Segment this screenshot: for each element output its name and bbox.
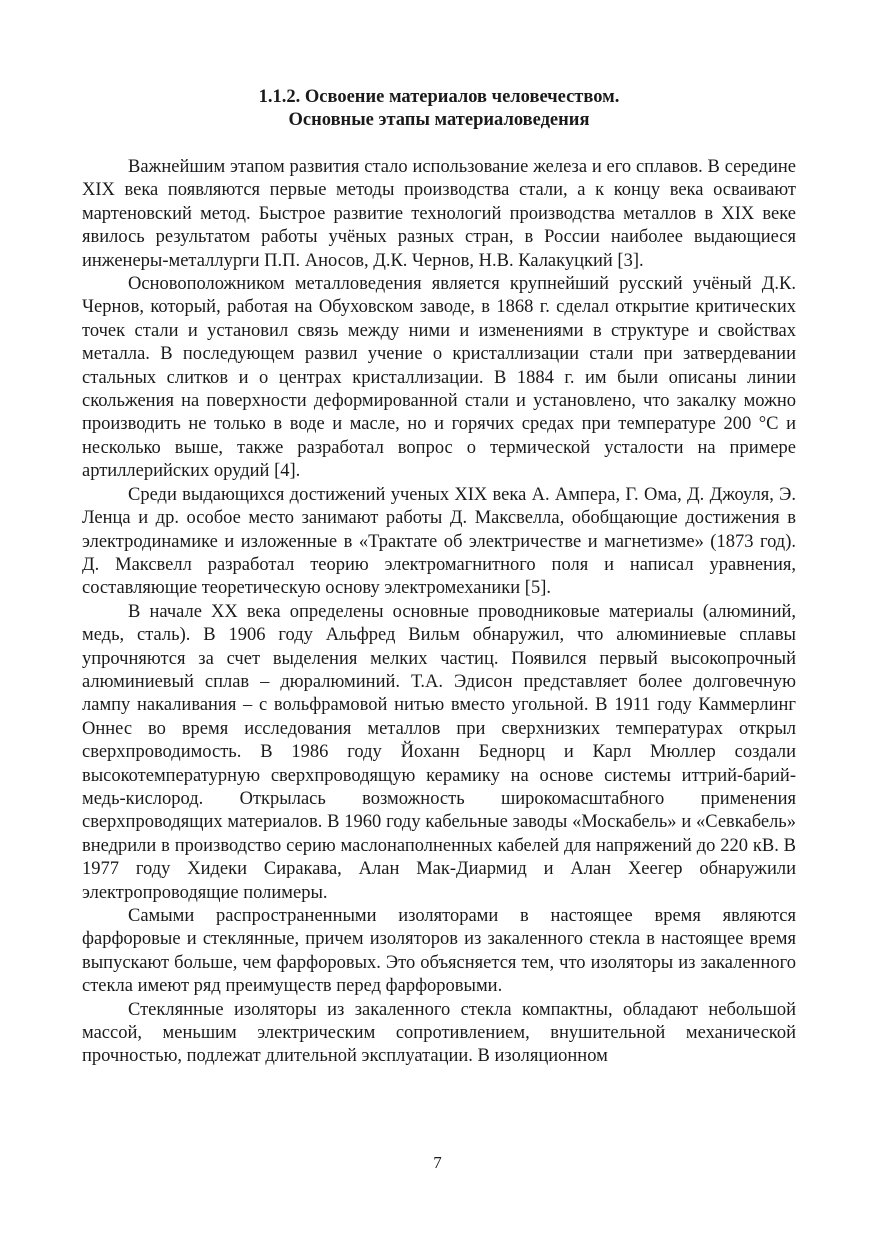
page-number: 7 [433,1153,442,1172]
section-title-line-2: Основные этапы материаловедения [288,110,590,130]
paragraph-chernov: Основоположником металловедения является крупнейший русский учёный Д.К. Чернов, который, работая на Обуховском заводе, в 1868 г. сделал открытие критических точек стали и установил связь между ними и изменениями в структуре и свойствах металла. В последующем развил учение о кристаллизации стали при затвердевании стальных слитков и о центрах кристаллизации. В 1884 г. им были описаны линии скольжения на поверхности деформированной стали и установлено, что закалку можно производить не только в воде и масле, но и горячих средах при температуре 200 °С и несколько выше, также разработал вопрос о термической усталости на примере артиллерийских орудий [4]. [82,274,796,482]
section-heading [82,86,796,132]
paragraph-conductors: В начале XX века определены основные проводниковые материалы (алюминий, медь, сталь). В 1906 году Альфред Вильм обнаружил, что алюминиевые сплавы упрочняются за счет выделения мелких частиц. Появился первый высокопрочный алюминиевый сплав – дюралюминий. Т.А. Эдисон представляет более долговечную лампу накаливания – с вольфрамовой нитью вместо угольной. В 1911 году Каммерлинг Оннес во время исследования металлов при сверхнизких температурах открыл сверхпроводимость. В 1986 году Йоханн Беднорц и Карл Мюллер создали высокотемпературную сверхпроводящую керамику на основе системы иттрий-барий-медь-кислород. Открылась возможность широкомасштабного применения сверхпроводящих материалов. В 1960 году кабельные заводы «Москабель» и «Севкабель» внедрили в производство серию маслонаполненных кабелей для напряжений до 220 кВ. В 1977 году Хидеки Сиракава, Алан Мак-Диармид и Алан Хеегер обнаружили электропроводящие полимеры. [82,601,796,903]
page-content [82,86,796,1069]
paragraph-glass-insulators: Стеклянные изоляторы из закаленного стекла компактны, обладают небольшой массой, меньшим электрическим сопротивлением, внушительной механической прочностью, подлежат длительной эксплуатации. В изоляционном [82,999,796,1067]
paragraph-maxwell: Среди выдающихся достижений ученых XIX века А. Ампера, Г. Ома, Д. Джоуля, Э. Ленца и др. особое место занимают работы Д. Максвелла, обобщающие достижения в электродинамике и изложенные в «Трактате об электричестве и магнетизме» (1873 год). Д. Максвелл разработал теорию электромагнитного поля и написал уравнения, составляющие теоретическую основу электромеханики [5]. [82,484,796,599]
paragraph-iron-alloys: Важнейшим этапом развития стало использование железа и его сплавов. В середине XIX века появляются первые методы производства стали, а к концу века осваивают мартеновский метод. Быстрое развитие технологий производства металлов в XIX веке явилось результатом работы учёных разных стран, в России наиболее выдающиеся инженеры-металлурги П.П. Аносов, Д.К. Чернов, Н.В. Калакуцкий [3]. [82,157,796,271]
paragraph-insulators: Самыми распространенными изоляторами в настоящее время являются фарфоровые и стеклянные, причем изоляторов из закаленного стекла в настоящее время выпускают больше, чем фарфоровых. Это объясняется тем, что изоляторы из закаленного стекла имеют ряд преимуществ перед фарфоровыми. [82,906,796,997]
section-title-line-1: 1.1.2. Освоение материалов человечеством. [258,87,620,107]
